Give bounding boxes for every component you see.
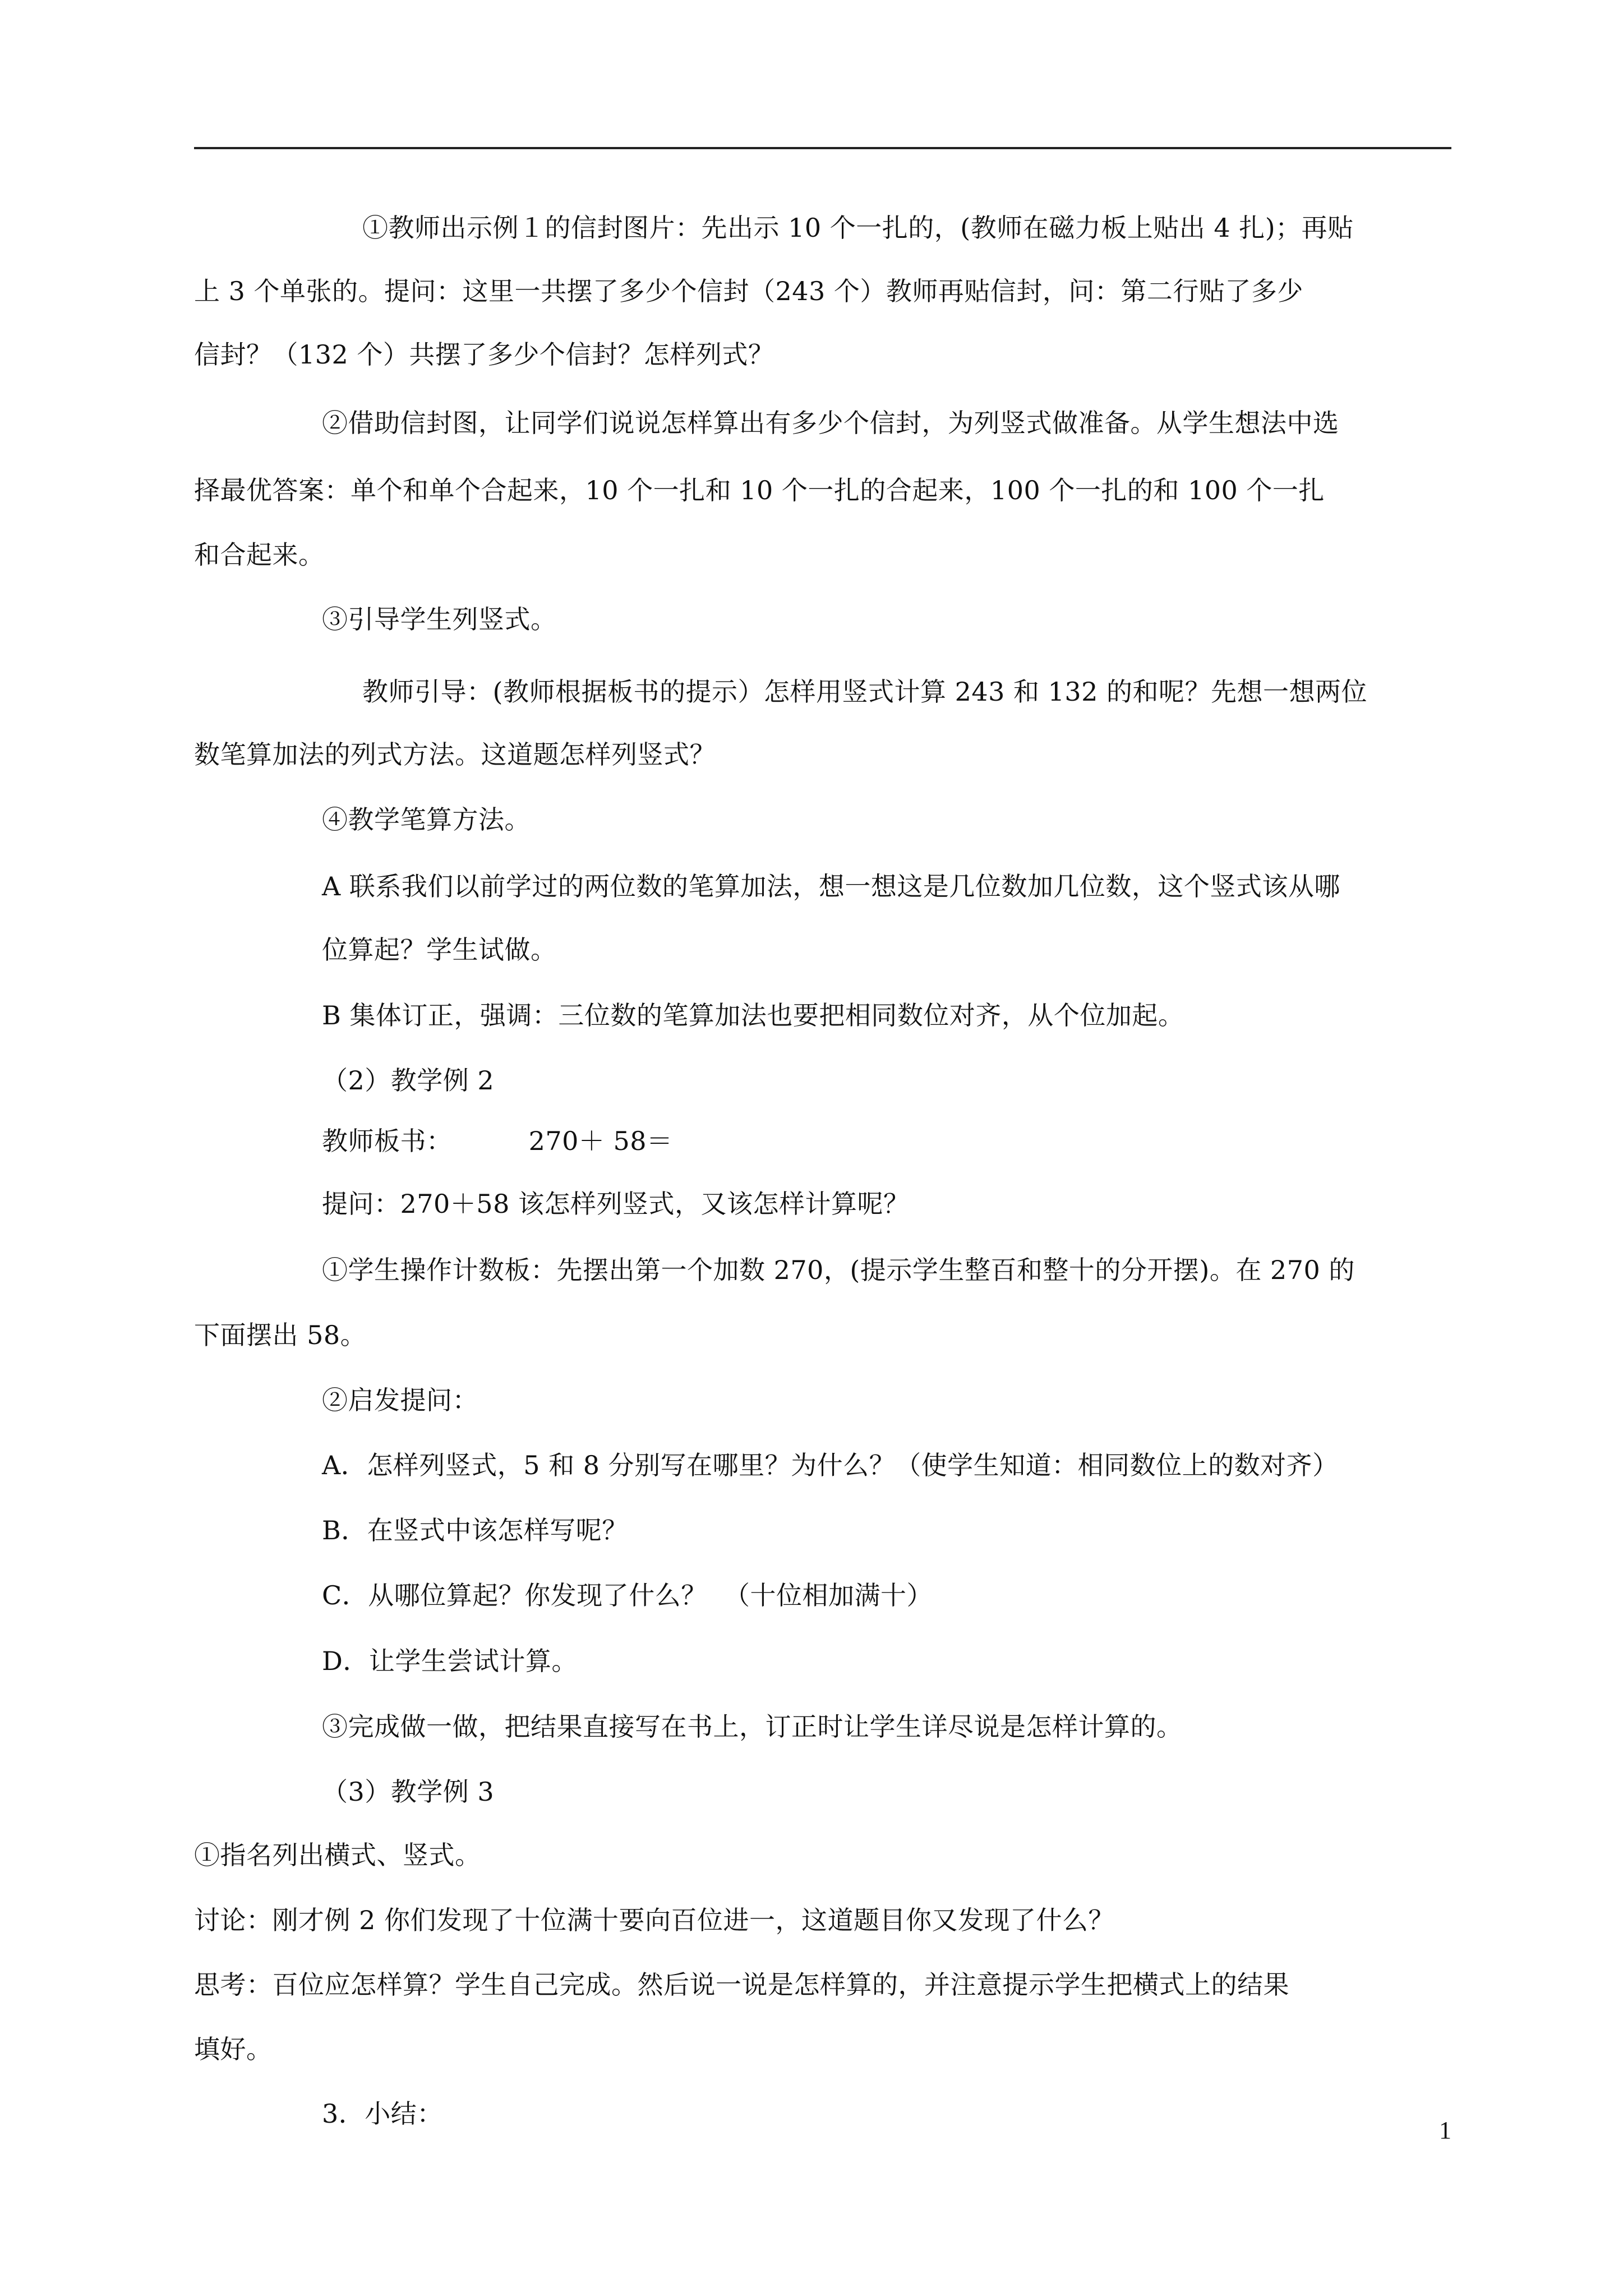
paragraph-line: 位算起？学生试做。 [322, 935, 557, 965]
paragraph-line: ③引导学生列竖式。 [322, 604, 557, 634]
paragraph-line: B．在竖式中该怎样写呢？ [322, 1515, 628, 1545]
paragraph-line: 讨论：刚才例 2 你们发现了十位满十要向百位进一，这道题目你又发现了什么？ [194, 1905, 1115, 1935]
paragraph-line: 和合起来。 [194, 540, 325, 570]
paragraph-line: ④教学笔算方法。 [322, 804, 531, 835]
paragraph-line: 教师引导：(教师根据板书的提示）怎样用竖式计算 243 和 132 的和呢？先想一想两位 [362, 677, 1368, 707]
paragraph-line: ②启发提问： [322, 1385, 478, 1415]
paragraph-line: 数笔算加法的列式方法。这道题怎样列竖式？ [194, 739, 716, 770]
section-heading: 3．小结： [322, 2099, 443, 2129]
paragraph-line: ①教师出示例１的信封图片：先出示 10 个一扎的，(教师在磁力板上贴出 4 扎)；再贴 [362, 213, 1354, 243]
page-number: 1 [1439, 2116, 1451, 2144]
paragraph-line: A．怎样列竖式，5 和 8 分别写在哪里？为什么？（使学生知道：相同数位上的数对齐） [322, 1450, 1339, 1480]
paragraph-line: 填好。 [194, 2034, 273, 2064]
section-heading: （3）教学例 3 [322, 1777, 495, 1807]
paragraph-line: 下面摆出 58。 [194, 1320, 367, 1350]
section-heading: （2）教学例 2 [322, 1065, 495, 1096]
paragraph-line: B 集体订正，强调：三位数的笔算加法也要把相同数位对齐，从个位加起。 [322, 1000, 1184, 1030]
paragraph-line: ①学生操作计数板：先摆出第一个加数 270，(提示学生整百和整十的分开摆)。在 270 的 [322, 1255, 1355, 1285]
paragraph-line: ①指名列出横式、竖式。 [194, 1840, 481, 1870]
paragraph-line: C．从哪位算起？你发现了什么？ （十位相加满十） [322, 1580, 933, 1611]
paragraph-line: D．让学生尝试计算。 [322, 1646, 578, 1676]
paragraph-line: A 联系我们以前学过的两位数的笔算加法，想一想这是几位数加几位数，这个竖式该从哪 [322, 871, 1340, 901]
paragraph-line: ②借助信封图，让同学们说说怎样算出有多少个信封，为列竖式做准备。从学生想法中选 [322, 408, 1339, 438]
paragraph-line: 思考：百位应怎样算？学生自己完成。然后说一说是怎样算的，并注意提示学生把横式上的结果 [194, 1970, 1289, 2000]
paragraph-line: 择最优答案：单个和单个合起来，10 个一扎和 10 个一扎的合起来，100 个一扎的和 100 个一扎 [194, 475, 1325, 505]
header-rule [194, 147, 1451, 149]
paragraph-line: ③完成做一做，把结果直接写在书上，订正时让学生详尽说是怎样计算的。 [322, 1711, 1183, 1742]
paragraph-line: 上 3 个单张的。提问：这里一共摆了多少个信封（243 个）教师再贴信封，问：第二行贴了多少 [194, 276, 1303, 306]
paragraph-line: 信封？（132 个）共摆了多少个信封？怎样列式？ [194, 339, 774, 370]
paragraph-line: 教师板书： 270＋ 58＝ [322, 1126, 673, 1156]
paragraph-line: 提问：270＋58 该怎样列竖式，又该怎样计算呢？ [322, 1189, 910, 1219]
